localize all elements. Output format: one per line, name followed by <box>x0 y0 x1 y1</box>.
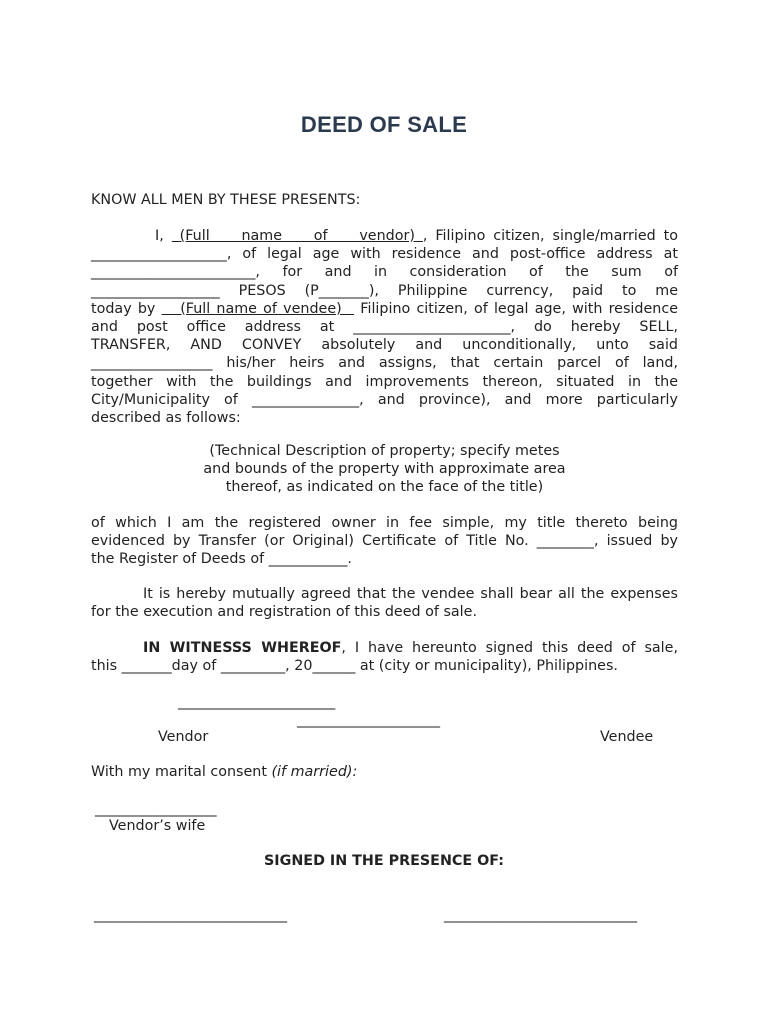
wife-label: Vendor’s wife <box>109 818 206 834</box>
paragraph-witness <box>91 639 678 675</box>
paragraph-sale-terms <box>91 227 678 427</box>
paragraph-line: and post office address at ______________________, do hereby SELL, <box>91 319 678 336</box>
paragraph-line <box>91 300 678 318</box>
technical-line: (Technical Description of property; specify metes <box>209 443 560 459</box>
document-title: DEED OF SALE <box>300 112 468 137</box>
marital-consent-line <box>91 763 357 781</box>
paragraph-line: together with the buildings and improvements thereon, situated in the <box>91 373 678 390</box>
paragraph-line <box>91 227 678 245</box>
consent-condition: (if married): <box>271 764 358 780</box>
text-fragment: , Filipino citizen, single/married to <box>422 228 678 244</box>
witness-signature-line-right: ___________________________ <box>444 907 638 923</box>
paragraph-line: _________________ his/her heirs and assigns, that certain parcel of land, <box>91 355 678 372</box>
paragraph-ownership <box>91 514 678 569</box>
wife-signature-line: _________________ <box>95 801 217 817</box>
technical-line: thereof, as indicated on the face of the title) <box>225 479 544 496</box>
witness-heading: SIGNED IN THE PRESENCE OF: <box>263 853 505 869</box>
paragraph-line: the Register of Deeds of ___________. <box>91 551 352 568</box>
vendor-name-placeholder: (Full name of vendor) <box>171 228 423 244</box>
paragraph-line: of which I am the registered owner in fee simple, my title thereto being <box>91 515 678 531</box>
opening-line <box>91 191 678 209</box>
opening-text: KNOW ALL MEN BY THESE PRESENTS: <box>91 192 361 208</box>
vendee-name-placeholder: (Full name of vendee) <box>161 300 355 317</box>
paragraph-line: TRANSFER, AND CONVEY absolutely and unconditionally, unto said <box>91 337 678 354</box>
text-fragment: , I have hereunto signed this deed of sale, <box>341 640 678 656</box>
paragraph-line: this _______day of _________, 20______ at (city or municipality), Philippines. <box>91 658 618 675</box>
vendee-label: Vendee <box>600 729 654 745</box>
paragraph-line: ___________________, of legal age with residence and post-office address at <box>91 246 678 263</box>
vendee-signature-line: ____________________ <box>297 712 440 728</box>
paragraph-expenses <box>91 585 678 621</box>
paragraph-line: for the execution and registration of this deed of sale. <box>91 604 477 621</box>
paragraph-line: evidenced by Transfer (or Original) Certificate of Title No. ________, issued by <box>91 533 678 550</box>
text-fragment: Filipino citizen, of legal age, with residence <box>354 300 678 317</box>
paragraph-line: _______________________, for and in consideration of the sum of <box>91 264 678 281</box>
text-fragment: today by <box>91 300 162 317</box>
consent-text: With my marital consent <box>91 764 272 780</box>
witness-heading-inline: IN WITNESSS WHEREOF <box>143 640 342 656</box>
witness-signature-line-left: ___________________________ <box>94 907 288 923</box>
vendor-signature-line: ______________________ <box>178 694 336 710</box>
paragraph-line <box>91 639 678 657</box>
paragraph-line: City/Municipality of _______________, and province), and more particularly <box>91 391 678 408</box>
technical-description <box>91 442 678 497</box>
technical-line: and bounds of the property with approximate area <box>203 461 566 478</box>
vendor-label: Vendor <box>158 729 209 745</box>
text-fragment: I, <box>155 228 172 244</box>
paragraph-line: __________________ PESOS (P_______), Philippine currency, paid to me <box>91 282 678 299</box>
paragraph-line: described as follows: <box>91 410 241 427</box>
paragraph-line: It is hereby mutually agreed that the vendee shall bear all the expenses <box>143 586 678 602</box>
